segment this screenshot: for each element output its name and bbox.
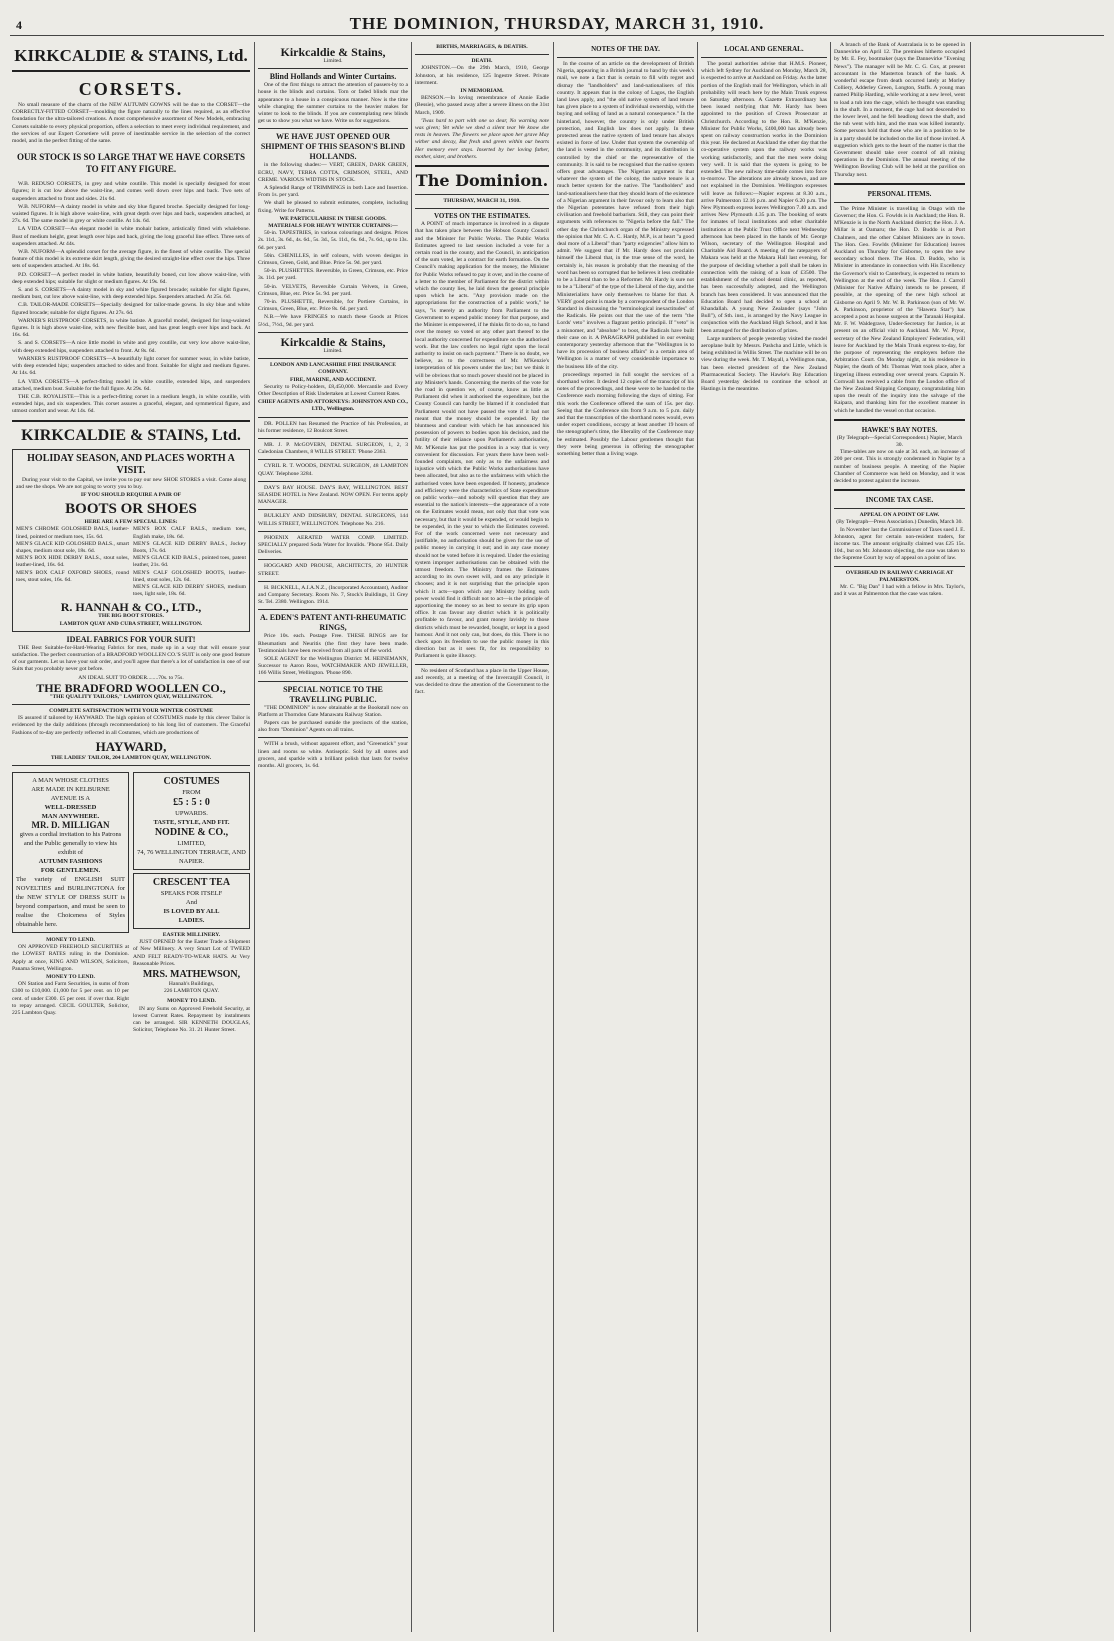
costumes-line: LIMITED, [177,840,206,847]
london-title: LONDON AND LANCASHIRE FIRE INSURANCE COMPANY. [270,362,396,376]
costumes-line: UPWARDS. [175,810,208,817]
complete-text: IS assured if tailored by HAYWARD. The high opinion of COSTUMES made by this clever Tailor is evidenced by the daily additions (through recommendation) to his long list of customers. The Graceful Fashions of to-day are perfectly reflected in all Costumes, which are productions of [12,715,250,736]
leader-title: VOTES ON THE ESTIMATES. [433,212,531,221]
corset-item: P.D. CORSET—A perfect model in white batiste, beautifully boned, cut low above waist-line, with deep extended hips; suitable for slight or medium figures. At 19s. 6d. [12,271,250,285]
corset-item: W.B. NUFORM—A splendid corset for the average figure, in the finest of white coutille. The special feature of this model is its extreme skirt length, giving the desired straight-line effect over the hips. Three sets of suspenders attached. At 18s. 6d. [12,249,250,270]
crescent-line: LADIES. [178,917,205,924]
hawkes-title: HAWKE'S BAY NOTES. [861,425,938,434]
leader-text: A POINT of much importance is involved in a dispute that has taken place between the Hobson County Council and the Minister for Public Works. The Public Works Estimates agreed to last session included a vote for a certain road in the county, and the Council, in anticipation of the sum voted, let a contract for earth formation. On the Council's making application for the money, the Minister for Public Works refused to pay it over, and in the course of a letter to the member of Parliament for the district within which the county lies, he laid down the general principle upon which he acts. "Any provision made on the appropriations for the construction of a public work," he says, "is merely an authority from Parliament to the Government to expend public money for that purpose, and the Minister is empowered, if he thinks fit to do so, to hand over the money so voted or any other part thereof to the local authority concerned for expenditure on the authorised work. But the law confers no legal right upon the local authority to insist on such payment." There is no doubt, we believe, as to the correctness of Mr. M'Kenzie's interpretation of his powers under the law; but we think it will be obvious that so much power should not be placed in any Minister's hands. Concerning the merits of the vote for the road in question we, of course, know as little as Parliament did when it authorised the expenditure, but the County Council can hardly be blamed if it concluded that Parliament would not have passed the vote if it had not meant that the money should be expended. By the bluntness and candour with which he has announced his possession of powers to bodies upon his decision, and the futility of their reliance upon Parliament's authorisation, Mr. M'Kenzie has put the position in a way that is very convenient for discussion. For years there have been well-founded complaints, not only as to the unfairness and injustice with which the Public Works authorisations have been allocated, but also as to the unfairness with which the authorised votes have been expended. If honesty, prudence and efficiency were the characteristics of State expenditure on public works—and nobody will question that they are essential to the nation's interests—the appearance of a vote on the Estimates would mean, not only that that vote was necessary, but that it would be expended, or would begin to be expended, in the year to which the Estimates covered. For of the work concerned were not necessary and justifiable, no authorisation should be given for the use of public money in carrying it out; and in any case money should not be voted before it is required. Under the existing system improper authorisations can be obtained with the utmost freedom. The Ministry frames the Estimates according to its own sweet will, and on any principle it chooses; and it is not surprising that the principle upon which it acts—upon which any Ministry holding such power would find it difficult not to act—is the principle of apportioning the money so as best to secure its grip upon office. It can favour any district which it is politically profitable to favour, and grant money lavishly to those districts which must be rewarded, bought, or kept in a good humour. And it not only can, but does, do this. There is no check upon its freedom to use the public money in this direction but as it sees fit, for its responsibility to Parliament is quite illusory. [415,221,549,660]
crescent-line: SPEAKS FOR ITSELF [160,890,223,897]
bradford-name: THE BRADFORD WOOLLEN CO., [36,680,226,695]
corsets-intro: No small measure of the charm of the NEW AUTUMN GOWNS will be due to the CORSET—the CORRECTLY-FITTED CORSET—moulding the figure naturally to the lines required, as an effective foundation for the ultra-tailored creations. A most comprehensive assortment of New Models, embracing Corsets suitable to every physical proportion, offers a selection to meet every individual requirement, and the services of our Expert Corsetiere will prove of inestimable service in the selection of the correct model, and in the perfect fitting of the same. [12,102,250,145]
money-title: MONEY TO LEND. [167,998,216,1005]
milligan-line: A MAN WHOSE CLOTHES [32,777,109,784]
phoenix: PHOENIX AERATED WATER COMP. LIMITED. SPECIALLY prepared Soda Water for Invalids. 'Phone 854. Daily Deliveries. [258,534,408,556]
london-sub: FIRE, MARINE, AND ACCIDENT. [290,376,376,383]
money-text: ON APPROVED FREEHOLD SECURITIES at the LOWEST RATES ruling in the Dominion. Apply at once, KING AND WILSON, Solicitors, Panama Street, Wellington. [12,944,129,972]
kirk-b: Kirkcaldie & Stains, [280,334,386,349]
milligan-line: MAN ANYWHERE. [41,813,100,820]
shoe-item: MEN'S CALF GOLOSHED BOOTS, leather-lined, stout soles, 12s. 6d. [133,569,246,583]
kirk-header-2: KIRKCALDIE & STAINS, Ltd. [21,426,241,444]
death-head: DEATH. [471,58,493,65]
corset-item: W.B. REDUSO CORSETS, in grey and white coutille. This model is specially designed for stout figures; it is cut low above the waist-line, and comes well down over hips and back. Two sets of suspenders attached to front and sides. 21s 6d. [12,181,250,202]
column-5 [701,42,827,1632]
corset-item: W.B. NUFORM—A dainty model in white and sky blue figured broche. Specially designed for long-waisted figures. It is high above waist-line, with great depth over hips and back, suspenders attached, at 27s. 6d. The same model in grey or white coutille. At 14s. 6d. [12,203,250,225]
shoe-item: MEN'S GLACE KID GOLOSHED BALS., smart shapes, medium stout sole, 18s. 6d. [16,540,129,554]
hannah-name: R. HANNAH & CO., LTD., [60,600,202,615]
nominal-text: No resident of Scotland has a place in the Upper House, and recently, at a meeting of the Invercargill Council, it was decided to draw the attention of the Government to the fact. [415,667,549,696]
holiday-text: During your visit to the Capital, we invite you to pay our new SHOE STORES a visit. Come along and see the shops. We are not going to worry you to buy. [16,476,246,490]
hayward-name: HAYWARD, [95,738,167,754]
local-title: LOCAL AND GENERAL. [724,45,804,53]
page-number: 4 [16,18,22,32]
milligan-line: The variety of ENGLISH SUIT NOVELTIES and BURLINGTONA for the NEW STYLE OF DRESS SUIT is beyond comparison, and must be seen to realise the Choiceness of Styles obtainable here. [16,876,125,928]
material-item: 50-in. TAPESTRIES, in various colourings and designs. Prices 2s. 11d., 3s. 6d., 4s. 6d., 5s. 3d., 5s. 11d., 6s. 6d., 7s. 6d., up to 13s. 6d. per yard. [258,230,408,251]
ideal-text: THE Best Suitable-for-Hard-Wearing Fabrics for men, made up in a way that will ensure your satisfaction. The perfect construction of a BRADFORD WOOLLEN CO.'S SUIT is only one good feature of our garments. Let us have your suit order, and you'll agree that there's a lot of satisfaction in one of our Suits that you probably never got before. [12,644,250,673]
milligan-line: WELL-DRESSED [44,804,97,811]
milligan-line: ARE MADE IN KELBURNE [31,786,110,793]
overhead-text: Mr. C. "Big Dan" I had with a fellow in Mrs. Taylor's, and it was at Palmerston that the case was taken. [834,584,965,598]
milligan-line: FOR GENTLEMEN. [40,867,101,874]
corset-item: S. and S. CORSETS—A dainty model in sky and white figured brocade; suitable for slight figures, medium bust, cut low above waist-line, with deep extended hips. Suspenders attached. At 25s. 6d. [12,287,250,301]
ring-text: Price 10s. each. Postage Free. THESE RINGS are for Rheumatism and Neuritis (the first they have been made. Testimonials have been received from all parts of the world. [258,633,408,654]
material-item: 70-in. PLUSHETTE, Reversible, for Portiere Curtains, in Crimson, Green, Blue, etc. Price 8s. 6d. per yard. [258,299,408,313]
bulkley: BULKLEY AND DIDSBURY, DENTAL SURGEONS, 144 WILLIS STREET, WELLINGTON. Telephone No. 216. [258,513,408,527]
woods: CYRIL R. T. WOODS, DENTAL SURGEON, 48 LAMBTON QUAY. Telephone 3284. [258,463,408,477]
milligan-ad [12,769,129,1035]
hawkes-text: Time-tables are now on sale at 3d. each, an increase of 200 per cent. This is strongly condemned in Napier by a number of business people. A meeting of the Napier Chamber of Commerce was held on Monday, and it was decided to protest against the increase. [834,449,965,484]
material-item: 50-in. VELVETS, Reversible Curtain Velvets, in Green, Crimson, Blue, etc. Price 5s. 9d. per yard. [258,283,408,297]
daysbay: DAY'S BAY HOUSE. DAY'S BAY, WELLINGTON. BEST SEASIDE HOTEL in New Zealand. NOW OPEN. For terms apply MANAGER. [258,484,408,506]
money-text: ON Station and Farm Securities, in sums of from £300 to £10,000. £1,000 for 5 per cent. on 10 per cent. of under £300. £5 per cent. if over that. Right to repay arranged. CECIL GOULTER, Solicitor, 225 Lambton Quay. [12,981,129,1017]
london-text: Security to Policy-holders, £8,450,000. Mercantile and Every Other Description of Risk Undertaken at Lowest Current Rates. [258,383,408,397]
column-4 [557,42,694,1632]
hannah-sub: THE BIG BOOT STORES. [98,613,164,620]
holiday-ad [12,449,250,632]
costumes-line: COSTUMES [163,776,220,787]
easter-name: MRS. MATHEWSON, [142,969,241,981]
special-title: SPECIAL NOTICE TO THE TRAVELLING PUBLIC. [283,684,383,704]
milligan-name: MR. D. MILLIGAN [31,820,110,830]
money-title: MONEY TO LEND. [46,974,95,981]
masthead [10,14,1104,36]
notes-title: NOTES OF THE DAY. [591,45,660,53]
blind-title: Blind Hollands and Winter Curtains. [269,72,397,82]
births-title: BIRTHS, MARRIAGES, & DEATHS. [436,44,528,50]
mcgovern: MR. J. P. McGOVERN, DENTAL SURGEON, 1, 2, 3 Caledonian Chambers, 8 WILLIS STREET. 'Phone 2363. [258,441,408,456]
lower-ads [12,769,250,1035]
column-rule [553,42,554,1632]
death-text: JOHNSTON.—On the 29th March, 1910, George Johnston, at his residence, 125 Ingestre Street. Private interment. [415,65,549,86]
hayward-sub: THE LADIES' TAILOR, 204 LAMBTON QUAY, WELLINGTON. [50,754,212,761]
column-rule [254,42,255,1632]
column-rule [830,42,831,1632]
kirk-a: Kirkcaldie & Stains, [280,45,386,59]
overhead-title: OVERHEAD IN RAILWAY CARRIAGE AT PALMERSTON. [845,569,954,583]
corset-item: WARNER'S RUSTPROOF CORSETS, in white batiste. A graceful model, designed for long-waisted figures. It is high above waist-line, with new flexible bust, and has great length over hips and back. At 16s. 6d. [12,317,250,339]
bicknell: H. BICKNELL, A.I.A.N.Z., (Incorporated Accountant), Auditor and Company Secretary. Room No. 7, Stock's Buildings, 11 Grey St. Tel. 2380. Wellington. 1914. [258,584,408,606]
masthead-title: THE DOMINION, THURSDAY, MARCH 31, 1910. [349,14,765,33]
corset-list [12,181,250,415]
special-text: "THE DOMINION" is now obtainable at the Bookstall now on Platform at Thorndon Gate Manawatu Railway Station. [258,704,408,718]
fringes: N.B.—We have FRINGES to match these Goods at Prices 5½d., 7½d., 9d. per yard. [258,314,408,328]
easter-addr: 226 LAMBTON QUAY. [163,988,220,995]
shoe-item: MEN'S GLACE KID BALS., pointed toes, patent leather, 21s. 6d. [133,555,246,569]
easter-text: JUST OPENED for the Easter Trade a Shipment of New Millinery. A very Smart Lot of TWEED AND FELT READY-TO-WEAR HATS. At Very Reasonable Prices. [133,939,250,967]
stock-line: OUR STOCK IS SO LARGE THAT WE HAVE CORSETS TO FIT ANY FIGURE. [16,152,246,175]
dominion-flag: The Dominion. [415,171,549,191]
column-2 [258,42,408,1632]
notes-more: proceedings reported in full sought the services of a shorthand writer. It desired 12 copies of the transcript of his notes of the proceedings, and these were to be handed to the Conference each morning following the days of sitting. For this work the Conference offered the sum of 15s. per day. Seeing that the Conference sits from 9 a.m. to 5 p.m. daily and that the transcription of the shorthand notes would, even under expert conditions, occupy at least another 19 hours of the stenographer's time, the liberality of the Conference may be estimated. Possibly the Labour gentlemen thought that they were being generous in offering the stenographer something better than a living wage. [557,371,694,457]
material-item: 50in. CHENILLES, in self colours, with woven designs in Crimson, Green, Gold, and Blue. Price 5s. 9d. per yard. [258,252,408,267]
local-cont: A branch of the Bank of Australasia is to be opened in Dannevirke on April 12. The premises hitherto occupied by Mr. E. Fey, bootmaker (says the Dannevirke "Evening News"). The manager will be Mr. C. G. Cox, at present accountant in the Masterton branch of the bank. A wonderful escape from death occurred lately at Morley Colliery, Adderley Green, Longton, Staffs. A young man named Philip Harding, while working at a new level, went to load a tub into the cage, which he thought was standing in the shaft. In a moment, the cage had not descended to the lower level, and he fell headlong down the shaft, and the tub went with him, and the man was killed instantly. Some persons hold that those who are in a position to be in a party should be included on the list of those invited. A suggestion which gets to the heart of the matter is that the Government should take over control of all mining operations in the Dominion. The annual meeting of the Wellington Bowling Club will be held at the pavilion on Thursday next. [834,42,965,178]
complete-title: COMPLETE SATISFACTION WITH YOUR WINTER COSTUME [49,707,213,714]
shoe-item: MEN'S GLACE KID DERBY BALS., Jockey Boots, 17s. 6d. [133,540,246,554]
blind-text: One of the first things to attract the attention of passers-by to a house is the blinds and curtains. Torn or faded blinds mar the appearance to a house in a conspicuous manner. Now is the time while changing the summer curtains to the heavier makes for winter to look to the blinds. If you are contemplating new blinds get us to show you what we have. Write us for suggestions. [258,82,408,125]
crescent-line: And [185,899,198,906]
limited-a: Limited. [323,58,343,64]
costumes-line: FROM [182,789,201,796]
shoe-item: MEN'S GLACE KID DERBY SHOES, medium toes, light sole, 18s. 6d. [133,583,246,598]
boots-title: BOOTS OR SHOES [65,501,197,518]
corset-item: THE C.B. ROYALISTE—This is a perfect-fitting corset in a medium length, in white coutille, with extended hips, and six suspenders. This corset assures a graceful, elegant, and symmetrical figure, and utmost comfort and wear. At 14s. 6d. [12,393,250,415]
milligan-line: AUTUMN FASHIONS [38,858,103,865]
shoe-list [16,526,246,598]
corset-item: WARNER'S RUSTPROOF CORSETS—A beautifully light corset for summer wear, in white batiste, with deep extended hips; suspenders attached to sides and front. Suitable for slight and medium figures. At 14s. 6d. [12,355,250,377]
corsets-title: CORSETS. [78,79,184,99]
pollen: DR. POLLEN has Resumed the Practice of his Profession, at his former residence, 12 Boulcott Street. [258,420,408,434]
material-item: 50-in. PLUSHETTES. Reversible, in Green, Crimson, etc. Price 3s. 11d. per yard. [258,268,408,282]
milligan-line: AVENUE IS A [50,795,91,802]
memoriam-verse: 'Twas hard to part with one so dear, No warning note was given; Yet while we shed a silent tear We know she rests in heaven. The flowers we place upon her grave May wither and decay, But fresh and green within our hearts Her memory ever stays. Inserted by her loving father, mother, sister, and brothers. [415,117,549,160]
white-ad: WITH a brush, without apparent effort, and "Greenstick" your linen and rooms so white. Antiseptic. Sold by all stores and grocers, and sparkle with a brilliant polish that lasts for twelve months. All grocers, 1s. 6d. [258,741,408,770]
particular-title: WE PARTICULARISE IN THESE GOODS. [279,215,387,222]
hawkes-sub: (By Telegraph—Special Correspondent.) Napier, March 30. [836,434,963,448]
memoriam-head: IN MEMORIAM. [460,88,504,95]
column-6 [834,42,1102,1632]
shoe-item: MEN'S BOX HIDE DERBY BALS., stout soles, leather-lined, 16s. 6d. [16,555,129,569]
boots-sub: HERE ARE A FEW SPECIAL LINES: [84,519,178,526]
opened-text: in the following shades:— VERT, GREEN, DARK GREEN, ECRU, NAVY, TERRA COTTA, CRIMSON, STEEL, AND CREME. VARIOUS WIDTHS IN STOCK. [258,162,408,183]
ideal-price: AN IDEAL SUIT TO ORDER........70s. to 75s. [78,674,184,681]
corset-item: S. and S. CORSETS—A nice little model in white and grey coutille, cut very low above waist-line, with deep extended hips, suspenders attached to front. At 8s. 6d. [12,340,250,354]
costumes-line: £5 : 5 : 0 [173,797,210,808]
crescent-ad [133,873,250,929]
materials-title: MATERIALS FOR HEAVY WINTER CURTAINS:— [268,223,398,230]
appeal-title: APPEAL ON A POINT OF LAW. [859,512,940,519]
easter-addr: Hannah's Buildings, [168,981,215,988]
column-rule [697,42,698,1632]
trimmings: A Splendid Range of TRIMMINGS in both Lace and Insertion. From 1s. per yard. [258,185,408,199]
column-1 [12,42,250,1632]
special-more: Papers can be purchased outside the precincts of the station, also from "Dominion" Agents on all trains. [258,720,408,734]
kirk-header: KIRKCALDIE & STAINS, Ltd. [14,46,248,65]
costumes-ad [133,772,250,870]
samples: We shall be pleased to submit estimates, complete, including fixing. Write for Patterns. [258,200,408,214]
holiday-title: HOLIDAY SEASON, AND PLACES WORTH A VISIT. [27,452,235,476]
heinemann: SOLE AGENT for the Wellington District: M. HEINEMANN, Successor to Aaron Ross, WATCHMAKER AND JEWELLER, 166 Willis Street, Wellington. 'Phone 890. [258,655,408,677]
local-more: Large numbers of people yesterday visited the model aeroplane built by Messrs. Pashcha and Little, which is being exhibited in Willis Street. The machine will be on view during the week. Mr. T. Mayall, a Wellington man, has been elected president of the New Zealand Pharmaceutical Society. The Hawke's Bay Education Board yesterday decided to continue the school at Hastings in the meantime. [701,335,827,393]
appeal-text: In November last the Commissioner of Taxes sued J. E. Johnston, agent for certain non-resident traders, for income tax. The amount originally claimed was £25 15s. 10d., but on Mr. Johnston objecting, the case was taken to the Supreme Court by way of appeal on a point of law. [834,526,965,562]
local-text: The postal authorities advise that H.M.S. Pioneer, which left Sydney for Auckland on Monday, March 28, is expected to arrive at Auckland on Friday. As the latter portion of the English mail for Wellington, which in all probability will reach here by the Main Trunk express on Saturday afternoon. A Gazette Extraordinary has been issued notifying that Mr. Hardy has been appointed to the position of Crown Prosecutor at Christchurch. According to the Hon. R. M'Kenzie, Minister for Public Works, £400,000 has already been spent on railway construction works in the Dominion this year. He declared at Auckland the other day that the co-operative system upon the railway works was working satisfactorily, and that the men were doing very well. It is said that the system is going to be extended. The new railway time-table comes into force to-morrow. The alterations are already known, and are not explained in the Dominion. Wellington expresses will leave as follows:—Napier express at 8.30 a.m., arrive Palmerston 12.16 p.m. and Napier 6.20 p.m. The New Plymouth express leaves Wellington 7.40 a.m. and arrives New Plymouth 4.35 p.m. The booking of seats for inmates of local institutions and other charitable institutions at the Public Trust Office next Wednesday afternoon has been placed in the hands of Mr. George Wilson, secretary of the Wellington Hospital and Charitable Aid Board. A meeting of the ratepayers of Makara was held at the Makara Hall last evening, for the purpose of deciding whether a poll shall be taken in connection with the raising of a loan of £3500. The establishment of the school dental clinic, as reported, has been successfully adopted, and the Wellington branch has been considered. It was announced that the Education Board had decided to open a school at Khandallah. A young New Zealander (says "John Bull"), of Sth. inst., is arranged by the Navy League in conjunction with the Auckland High School, and it has been arranged for the distribution of prizes. [701,61,827,334]
costumes-line: 74, 76 WELLINGTON TERRACE, AND NAPIER. [137,849,246,865]
shoe-item: MEN'S BOX CALF OXFORD SHOES, round toes, stout soles, 16s. 6d. [16,569,129,583]
corset-item: LA VIDA CORSET—An elegant model in white mohair batiste, artistically fitted with whalebone. Bust of medium height, great length over hips and back, giving the long graceful line effect. Three sets of suspenders attached. At 44s. [12,226,250,247]
notes-text: In the course of an article on the development of British Nigeria, appearing in a British journal to hand by this week's mail, we note a fact that is certain to fill with regret and dismay the "landholders" and land-nationalisers of this country. It appears that in the colony of Lagos, the English land laws apply, and "the old native system of land tenure has given place to a system of individual ownership, with the buying and selling of land as a natural consequence." In the hinterland, however, the country is only under British protection, and English law does not apply. In these protected areas the native system of land tenure has always existed in force of law. Under that system the ownership of the land is vested in the community, and its distribution is controlled by the chief or the representative of the community. It is said to be recognised that the native system offers great advantages. The Nigerian argument is that whatever the system of the colony, the native tenure is a much better system for the native. The "landholders" and land-nationalisers here that they should learn of the existence of a Nigerian argument in their favour only to learn also that the Nigerian potentates have refused from their high civilisation and freehold barbarism. Still, they can point their arguments with references to "Nigeria before the fall." The other day the Christchurch organ of the Ministry expressed the opinion that Mr. C. A. C. Hardy, M.P., is at heart "a good deal more of a Liberal" than "party exigencies" allow him to admit. We suggest that if Mr. Hardy does not proclaim himself the Liberal that, in the true sense of the word, he certainly is, his reason is probably that the meaning of the word has been so corrupted that he believes it less creditable to be a Liberal than to be a Reformer. Mr. Hardy is sure not to be a "Liberal" of the type of the Liberal of the day, and the Ministerialists have only themselves to blame for that. A VERY good point is made by a correspondent of the London Standard in discussing the "terminological inexactitudes" of the Radicals. He points out that the use of the term "the Lords' veto" involves a flagrant petitio principii. If "veto" is a misnomer, and "absolute" to boot, the Radicals have built their case on it. A PARAGRAPH published in our evening contemporary yesterday afternoon that the "Wellington is to have its procession of business affairs" in a certain area of Wellington is a matter of very considerable importance to the business life of the city. [557,61,694,370]
opened-title: WE HAVE JUST OPENED OUR SHIPMENT OF THIS SEASON'S BLIND HOLLANDS. [260,132,406,162]
chief-title: CHIEF AGENTS AND ATTORNEYS: JOHNSTON AND CO., LTD., Wellington. [258,399,408,413]
costumes-line: NODINE & CO., [154,827,229,838]
crescent-line: CRESCENT TEA [152,877,231,888]
bradford-sub: "THE QUALITY TAILORS," LAMBTON QUAY, WELLINGTON. [49,693,213,700]
hannah-addr: LAMBTON QUAY AND CUBA STREET, WELLINGTON. [59,620,203,627]
money-title: MONEY TO LEND. [46,937,95,943]
shoe-item: MEN'S BOX CALF BALS., medium toes, English make, 18s. 6d. [133,526,246,540]
column-3 [415,42,549,1632]
boots-intro: IF YOU SHOULD REQUIRE A PAIR OF [80,491,182,498]
column-rule [411,42,412,1632]
shoe-item: MEN'S CHROME GOLOSHED BALS, leather-lined, pointed or medium toes, 15s. 6d. [16,526,129,540]
income-title: INCOME TAX CASE. [865,496,934,505]
crescent-line: IS LOVED BY ALL [163,908,220,915]
right-ads [133,769,250,1035]
memoriam-text: BENSON.—In loving remembrance of Annie Eadie (Bessie), who passed away after a severe illness on the 31st March, 1909. [415,95,549,116]
corset-item: C.B. TAILOR-MADE CORSETS—Specially designed for tailor-made gowns. In sky blue and white figured brocade; suitable for slight figures. At 27s. 6d. [12,302,250,316]
ideal-title: IDEAL FABRICS FOR YOUR SUIT! [66,634,196,644]
personal-title: PERSONAL ITEMS. [867,189,932,198]
corset-item: LA VIDA CORSETS—A perfect-fitting model in white coutille, extended hips, and suspenders attached, medium bust. Suitable for the full figure. At 29s. 6d. [12,378,250,392]
limited-b: Limited. [323,347,343,354]
appeal-sub: (By Telegraph—Press Association.) Dunedin, March 30. [836,519,963,526]
easter-title: EASTER MILLINERY. [162,932,221,938]
money-text: IN any Sums on Approved Freehold Security, at lowest Current Rates. Repayment by instalments can be arranged. SIR KENNETH DOUGLAS, Solicitor, Telephone No. 31. 21 Hunter Street. [133,1005,250,1034]
leader-date: THURSDAY, MARCH 31, 1910. [443,198,521,205]
costumes-line: TASTE, STYLE, AND FIT. [153,819,230,826]
hoggard: HOGGARD AND PROUSE, ARCHITECTS, 20 HUNTER STREET. [258,563,408,577]
milligan-line: gives a cordial invitation to his Patrons and the Public generally to view his exhibit of [19,831,122,856]
ring-title: A. EDEN'S PATENT ANTI-RHEUMATIC RINGS, [259,613,407,633]
personal-text: The Prime Minister is travelling in Otago with the Governor; the Hon. G. Fowlds is in Auckland; the Hon. R. M'Kenzie is in the North Auckland district; the Hon. J. A. Millar is at Oamaru; the Hon. D. Buddo is at Port Chalmers, and the other Cabinet Ministers are in town. The Hon. Geo. Fowlds (Minister for Education) leaves Auckland on Thursday for Gisborne, to open the new secondary school there. The Hon. D. Buddo, who is Minister in attendance in connection with His Excellency the Governor's visit to Canterbury, is expected to return to Wellington at the end of the week. The Hon. J. Carroll (Minister for Native Affairs) intends to be present, if possible, at the opening of the new high school at Gisborne on April 9. Mr. W. B. Parkinson (son of Mr. W. A. Parkinson, proprietor of the "Hawera Star") has accepted a post as house surgeon at the Taranaki Hospital. Mr. F. W. Waldegrave, Under-Secretary for Justice, is at present on an official visit to Auckland. Mr. W. Pryor, secretary of the New Zealand Employers' Federation, will leave for Auckland by the Main Trunk express to-day, for the purpose of representing the employers before the Arbitration Court. On Monday night, at his residence in Napier, the death of Mr. Thomas Watt took place, after a lingering illness extending over several years. Captain N. Cornwall has received a cable from the London office of the New Zealand Shipping Company, congratulating him upon the result of the inquiry into the salvage of the Kaipara, and thanking him for the excellent manner in which he handled the vessel on that occasion. [834,205,965,414]
